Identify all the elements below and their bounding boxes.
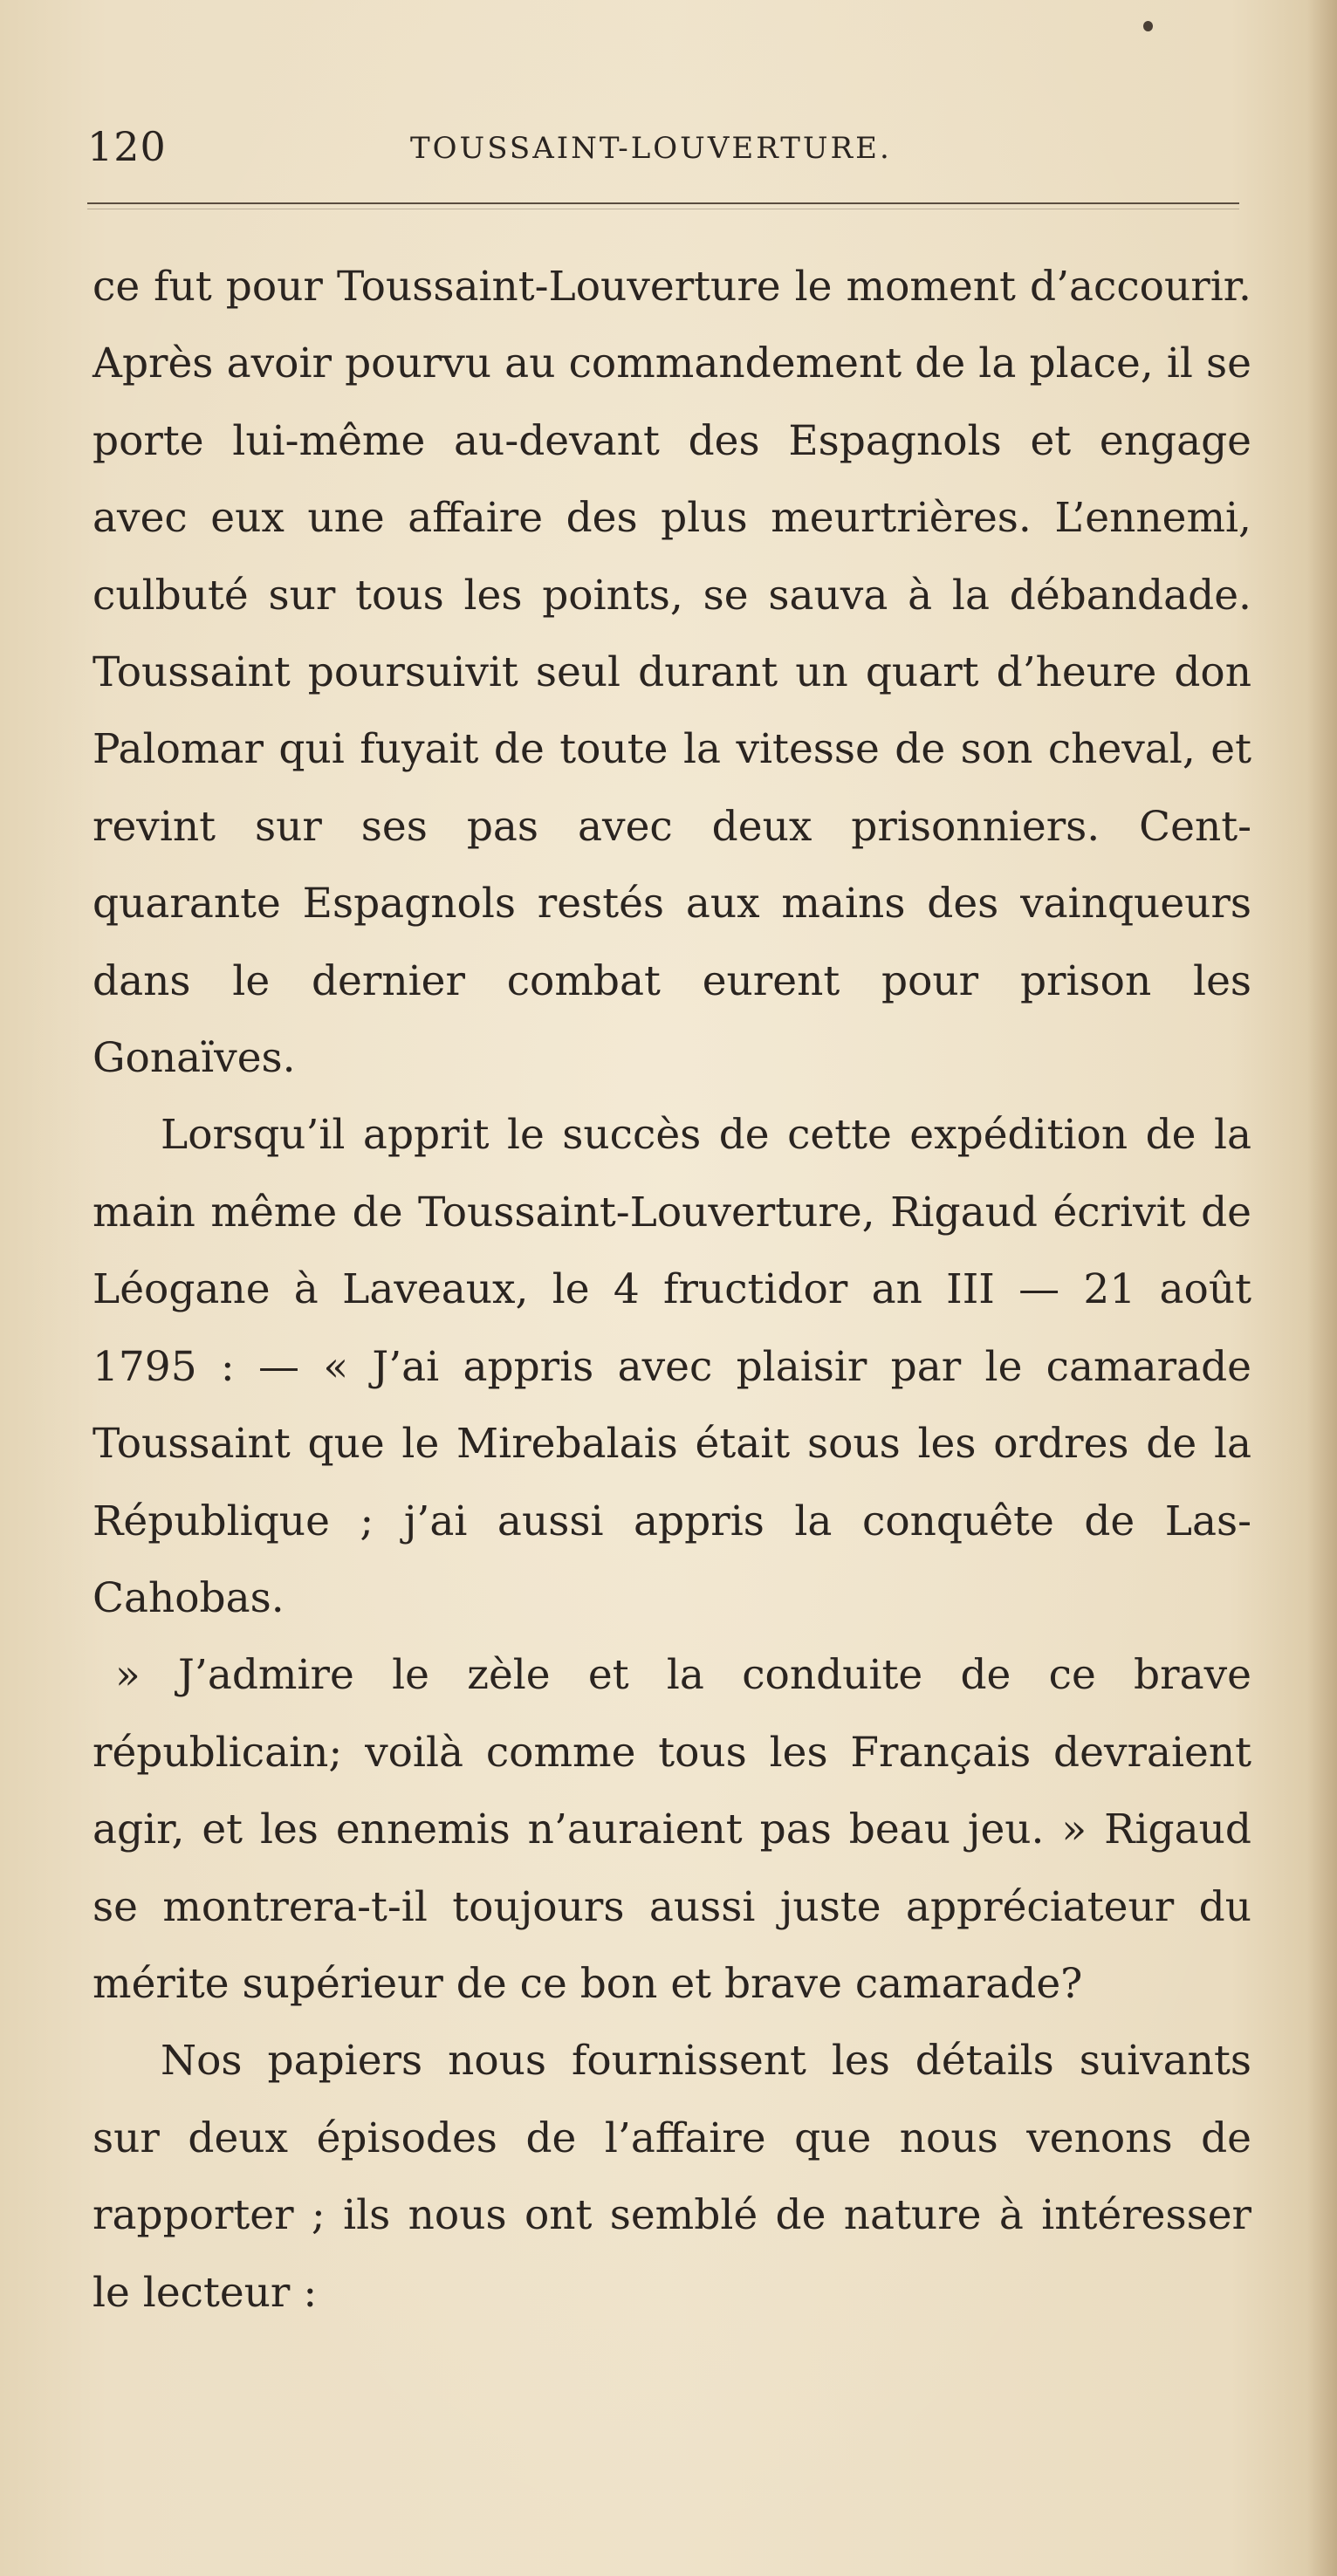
paragraph-continuation: ce fut pour Toussaint-Louverture le moment d’accourir. Après avoir pourvu au commandement de la place, il se porte lui-même au-devant des Espagnols et engage avec eux une affaire des plus meurtrières. L’ennemi, culbuté sur tous les points, se sauva à la débandade. Toussaint poursuivit seul durant un quart d’heure don Palomar qui fuyait de toute la vitesse de son cheval, et revint sur ses pas avec deux prisonniers. Cent-quarante Espagnols restés aux mains des vainqueurs dans le dernier combat eurent pour prison les Gonaïves. xyxy=(93,263,1251,1083)
running-title: TOUSSAINT-LOUVERTURE. xyxy=(410,131,892,166)
paragraph-quote-continued: » J’admire le zèle et la conduite de ce brave républicain; voilà comme tous les Français devraient agir, et les ennemis n’auraient pas beau jeu. » Rigaud se montrera-t-il toujours aussi juste appréciateur du mérite supérieur de ce bon et brave camarade? xyxy=(93,1651,1251,2008)
running-head xyxy=(87,120,1239,173)
page-number: 120 xyxy=(87,123,167,170)
body-text xyxy=(93,249,1251,2332)
page-edge-shadow xyxy=(1307,0,1337,2576)
header-rule xyxy=(87,202,1239,204)
ink-speck xyxy=(1143,21,1153,31)
paragraph-episodes: Nos papiers nous fournissent les détails suivants sur deux épisodes de l’affaire que nous venons de rapporter ; ils nous ont semblé de nature à intéresser le lecteur : xyxy=(93,2037,1251,2317)
paragraph-rigaud-letter: Lorsqu’il apprit le succès de cette expédition de la main même de Toussaint-Louverture, Rigaud écrivit de Léogane à Laveaux, le 4 fructidor an III — 21 août 1795 : — « J’ai appris avec plaisir par le camarade Toussaint que le Mirebalais était sous les ordres de la République ; j’ai aussi appris la conquête de Las-Cahobas. xyxy=(93,1111,1251,1622)
